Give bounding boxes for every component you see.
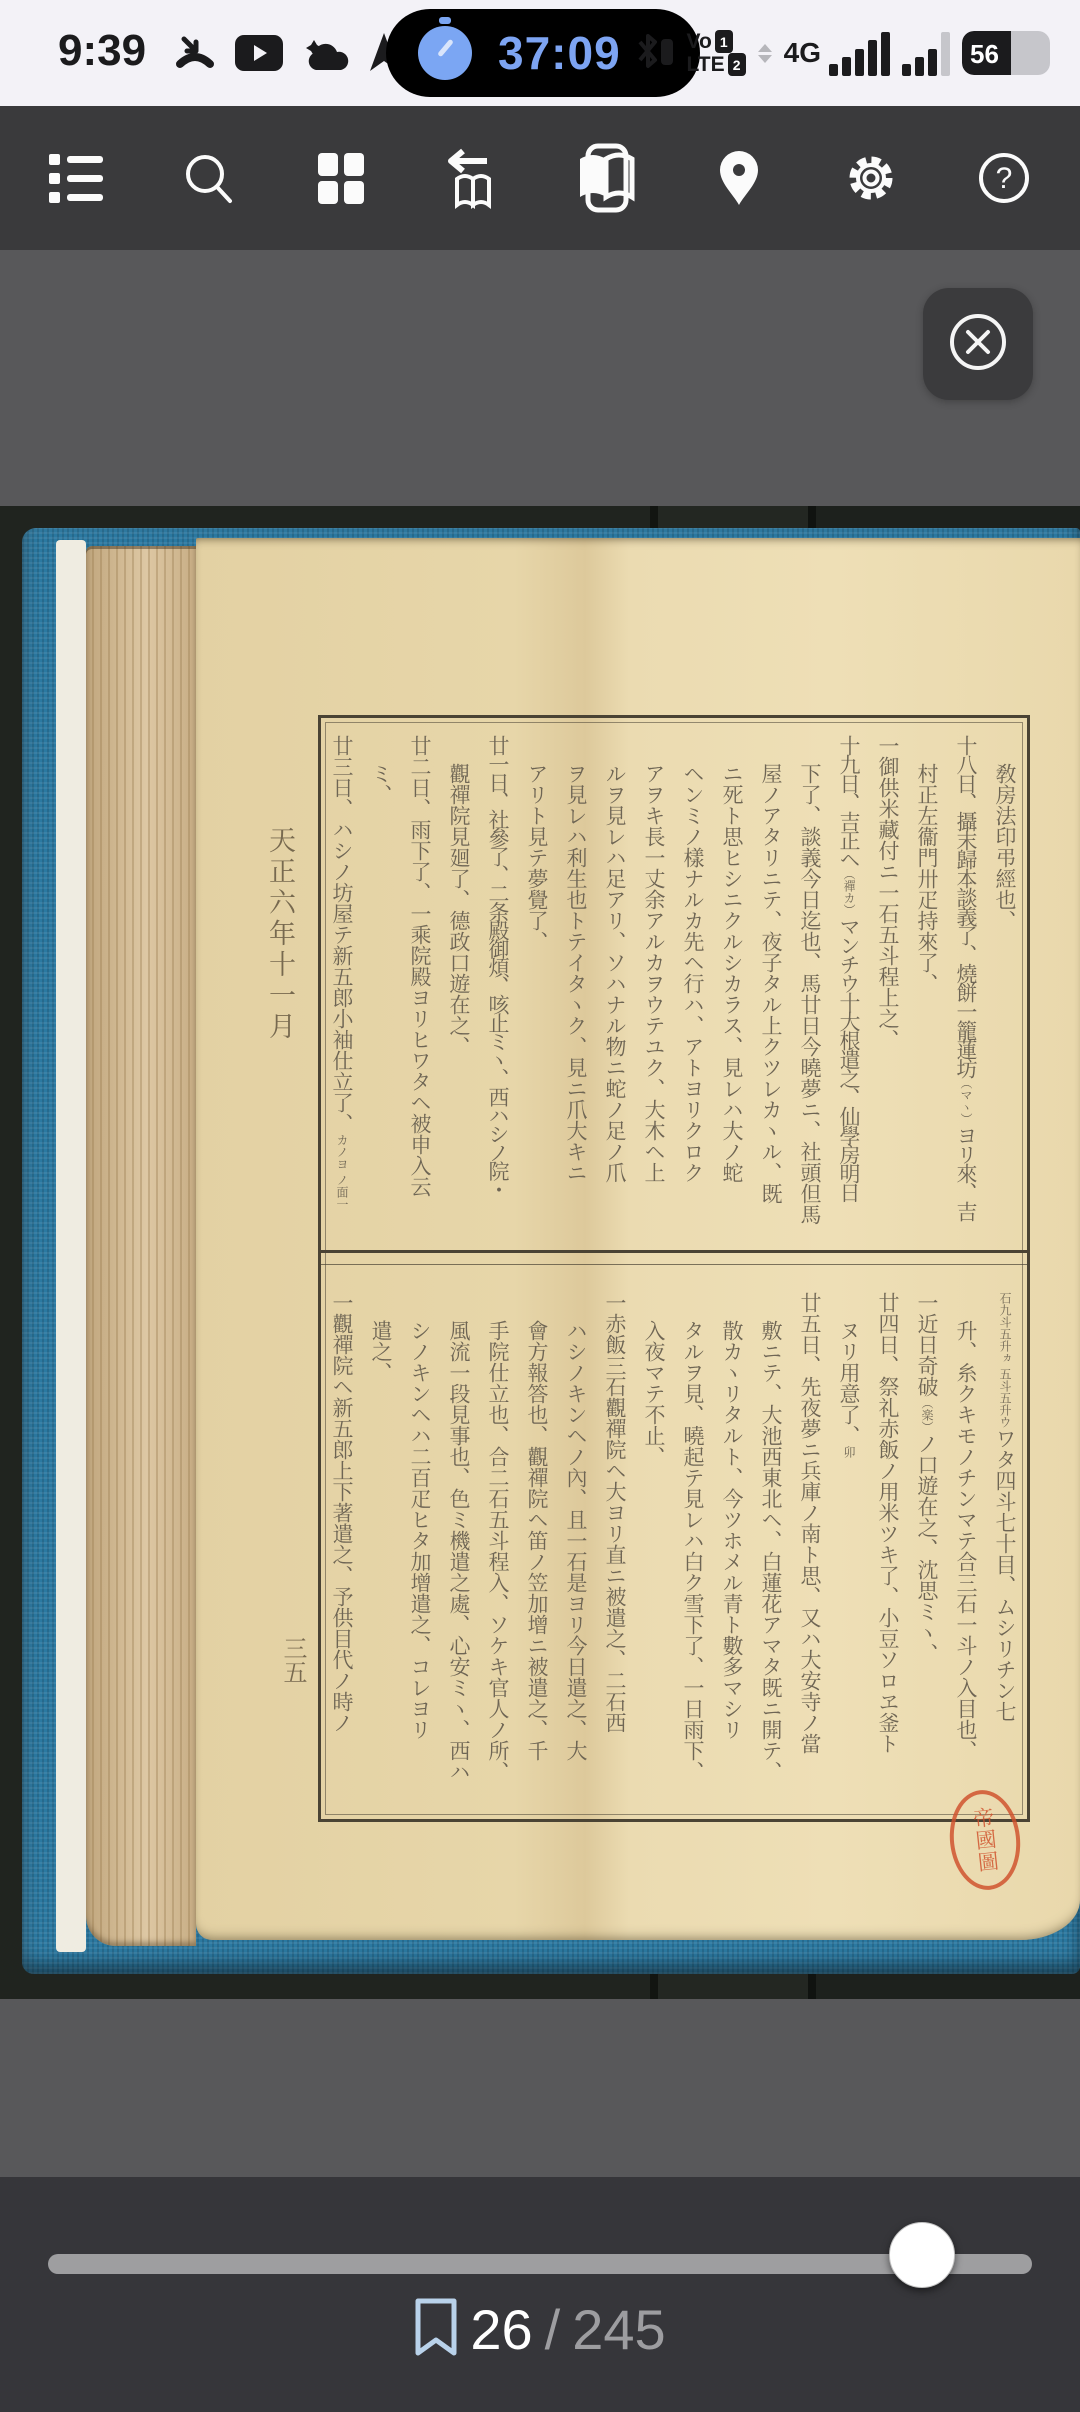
clock-time: 9:39 [58,26,147,75]
page-separator: / [544,2298,561,2361]
inline-annotation: （マヽ） [959,1077,973,1125]
grid-view-button[interactable] [305,133,377,223]
inline-annotation: （楽） [920,1397,934,1433]
lte-label: LTE [686,52,725,76]
margin-page-number: 三五 [279,1636,307,1684]
text-column: 屋ノアタリニテ、夜子タル上クツレカヽル、既 [759,763,783,1204]
text-column: ミ、 [369,763,393,805]
text-column: 遣之、 [369,1320,393,1383]
text-column: 一近日奇破（楽）ノ口遊在之、沈思ミヽ、 [915,1292,939,1664]
signal-bars-sim2 [902,30,950,76]
text-column: 廿一日、社參了、二条殿御煩、咳止ミヽ、西ハシノ院・ [486,735,510,1198]
text-column: 入夜マテ不止、 [642,1320,666,1467]
book-page-edges [86,546,196,1946]
location-pin-icon [718,149,760,207]
text-column: 下了、談義今日迄也、馬廿日今曉夢ニ、社頭但馬 [798,763,822,1225]
timer-value: 37:09 [498,27,621,79]
stopwatch-icon [418,26,472,80]
reader-toolbar [0,106,1080,250]
text-column: 十八日、攝末歸本談義了、燒餅一籠蓮坊（マヽ）ヨリ來、吉 [954,735,978,1220]
page-indicator [0,2297,1080,2362]
text-column: ニ死ト思ヒシニクルシカラス、見レハ大ノ蛇 [720,763,744,1183]
notification-icons [172,31,402,75]
data-updown-icon [758,44,772,63]
text-column: 石九斗五升ヵ 五斗五升ウワタ四斗七十目、ムシリチン七 [993,1292,1017,1722]
system-status-icons [635,0,1050,106]
battery-indicator [962,31,1050,75]
text-column: シノキンヘハ二百疋ヒタ加增遣之、コレヨリ [408,1320,432,1740]
text-column: 觀禪院見廻了、德政口遊在之、 [447,763,471,1057]
bottom-control-panel [0,2177,1080,2412]
help-icon [977,151,1031,205]
book-page[interactable] [196,538,1080,1940]
bookmark-icon[interactable] [414,2298,458,2361]
help-button[interactable] [968,133,1040,223]
text-column: タルヲ見、曉起テ見レハ白ク雪下了、一日雨下、 [681,1320,705,1782]
close-viewer-button[interactable] [923,288,1033,400]
text-column: 十九日、吉正ヘ（禪カ）マンチウ十大根遣之、仙學房明日 [837,735,861,1201]
text-column: 廿二日、雨下了、一乘院殿ヨリヒワタヘ被申入云 [408,735,432,1197]
volte-sim-indicator [687,30,746,76]
seal-text: 帝國圖 [969,1805,1001,1875]
signal-bars-sim1 [829,30,890,76]
toc-list-icon [47,152,105,204]
weather-cloud-icon [300,32,350,74]
book-flyleaf [56,540,86,1952]
text-column: 手院仕立也、合二石五斗程入、ソケキ官人ノ所、 [486,1320,510,1782]
back-to-page-button[interactable] [438,133,510,223]
sim1-badge: 1 [715,30,733,53]
text-column: 廿四日、祭礼赤飯ノ用米ツキ了、小豆ソロヱ釜ト [876,1292,900,1754]
toc-list-button[interactable] [40,133,112,223]
missed-call-icon [172,31,218,75]
text-block-top [330,735,1024,1247]
book-back-icon [443,147,505,209]
youtube-icon [234,34,284,72]
settings-button[interactable] [835,133,907,223]
text-column: ルヲ見レハ足アリ、ソハナル物ニ蛇ノ足ノ爪 [603,763,627,1183]
inline-annotation: カノヨ ノ面一 [335,1134,349,1210]
text-column: 一御供米藏付ニ一石五斗程上之、 [876,735,900,1050]
text-column: ハシノキンヘノ內、且一石是ヨリ今日遣之、大 [564,1320,588,1761]
reader-mode-button[interactable] [570,133,642,223]
text-column: ヲ見レハ利生也トテイタヽク、見ニ爪大キニ [564,763,588,1183]
book-phone-icon [574,143,638,213]
close-circle-icon [947,311,1009,378]
current-page-number: 26 [470,2298,533,2361]
status-bar [0,0,1080,106]
total-page-number: 245 [572,2298,666,2361]
margin-era-label: 天正六年十一月 [264,826,295,1043]
text-column: 村正左衞門卅疋持來了、 [915,763,939,994]
inline-annotation: 卯 [842,1446,856,1458]
bluetooth-icon [635,27,675,80]
grid-thumbnails-icon [314,151,368,205]
text-column: 一觀禪院ヘ新五郎上下著遣之、予供目代ノ時ノ [330,1292,354,1733]
text-column: アリト見テ夢覺了、 [525,763,549,952]
network-type-label: 4G [783,37,821,68]
text-column: アヲキ長一丈余アルカヲウテユク、大木ヘ上 [642,763,666,1183]
text-column: 敷ニテ、大池西東北ヘ、白蓮花アマタ既ニ開テ、 [759,1320,783,1782]
search-button[interactable] [173,133,245,223]
location-button[interactable] [703,133,775,223]
text-column: 廿三日、ハシノ坊屋テ新五郎小袖仕立了、カノヨ ノ面一 [330,735,354,1210]
vo-label: Vo [686,29,712,53]
page-slider-track[interactable] [48,2254,1032,2274]
text-column: 風流一段見事也、色ミ機遣之處、心安ミヽ、西ハ [447,1320,471,1782]
page-slider-thumb[interactable] [889,2222,955,2288]
text-column: 廿五日、先夜夢ニ兵庫ノ南ト思、又ハ大安寺ノ當 [798,1292,822,1754]
text-column: 升、糸クキモノチンマテ合三石一斗ノ入目也、 [954,1320,978,1761]
search-icon [181,150,237,206]
text-column: 散カヽリタルト、今ツホメル青ト數多マシリ [720,1320,744,1740]
inline-annotation: （禪カ） [842,868,856,916]
sim2-badge: 2 [728,53,746,76]
text-column: 一赤飯三石觀禪院ヘ大ヨリ直ニ被遣之、二石西 [603,1292,627,1733]
settings-gear-icon [842,149,900,207]
text-column: 敎房法印弔經也、 [993,763,1017,931]
text-column: ヌリ用意了、卯 [837,1320,861,1458]
inline-annotation: 石九斗五升ヵ 五斗五升ウ [998,1292,1012,1428]
battery-percent: 56 [970,39,999,69]
text-block-bottom [330,1292,1024,1802]
text-column: 會方報答也、觀禪院ヘ笛ノ笠加增ニ被遣之、千 [525,1320,549,1761]
svg-text:?: ? [995,162,1013,195]
text-column: ヘンミノ樣ナルカ先ヘ行ハ、アトヨリクロク [681,763,705,1183]
